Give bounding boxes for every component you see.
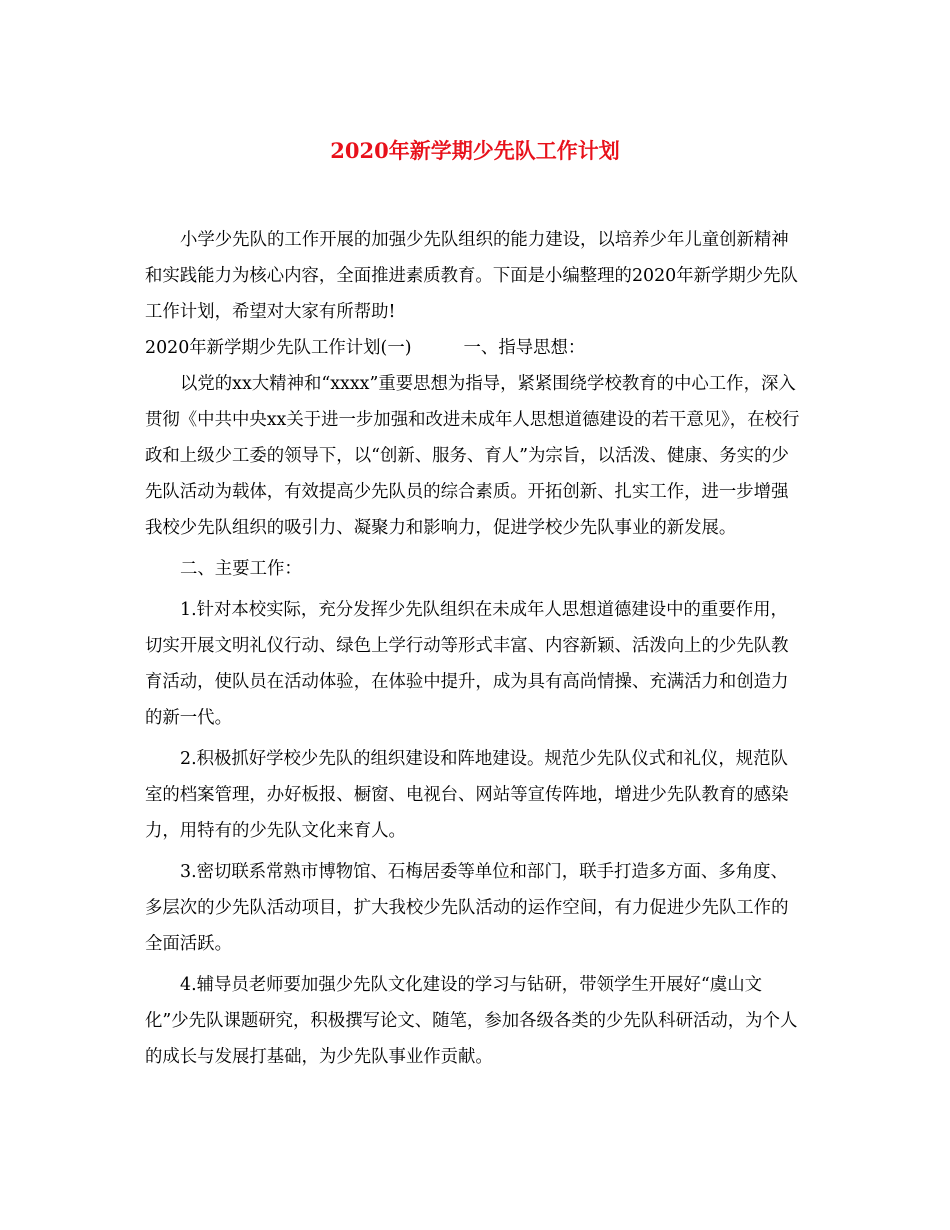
- section-one-heading: 一、指导思想：: [463, 338, 586, 358]
- work-item: 3.密切联系常熟市博物馆、石梅居委等单位和部门，联手打造多方面、多角度、多层次的少先队活动项目，扩大我校少先队活动的运作空间，有力促进少先队工作的全面活跃。: [145, 862, 789, 954]
- document-title: 2020年新学期少先队工作计划: [330, 138, 620, 163]
- guiding-thought-paragraph: 以党的xx大精神和“xxxx”重要思想为指导，紧紧围绕学校教育的中心工作，深入贯彻《中共中央xx关于进一步加强和改进未成年人思想道德建设的若干意见》，在校行政和上级少工委的领导下，以“创新、服务、育人”为宗旨，以活泼、健康、务实的少先队活动为载体，有效提高少先队员的综合素质。开拓创新、扎实工作，进一步增强我校少先队组织的吸引力、凝聚力和影响力，促进学校少先队事业的新发展。: [145, 374, 800, 538]
- part-heading-line: [145, 330, 805, 366]
- document-body: [145, 222, 805, 1075]
- section-two-heading: 二、主要工作：: [180, 559, 302, 579]
- work-item: 2.积极抓好学校少先队的组织建设和阵地建设。规范少先队仪式和礼仪，规范队室的档案管理，办好板报、橱窗、电视台、网站等宣传阵地，增进少先队教育的感染力，用特有的少先队文化来育人。: [145, 749, 789, 841]
- work-item: 1.针对本校实际，充分发挥少先队组织在未成年人思想道德建设中的重要作用，切实开展文明礼仪行动、绿色上学行动等形式丰富、内容新颖、活泼向上的少先队教育活动，使队员在活动体验，在体验中提升，成为具有高尚情操、充满活力和创造力的新一代。: [145, 600, 789, 728]
- part-heading: 2020年新学期少先队工作计划(一): [145, 338, 412, 358]
- work-item: 4.辅导员老师要加强少先队文化建设的学习与钻研，带领学生开展好“虞山文化”少先队课题研究，积极撰写论文、随笔，参加各级各类的少先队科研活动，为个人的成长与发展打基础，为少先队事业作贡献。: [145, 975, 798, 1067]
- intro-paragraph: 小学少先队的工作开展的加强少先队组织的能力建设，以培养少年儿童创新精神和实践能力为核心内容，全面推进素质教育。下面是小编整理的2020年新学期少先队工作计划，希望对大家有所帮助!: [145, 230, 798, 322]
